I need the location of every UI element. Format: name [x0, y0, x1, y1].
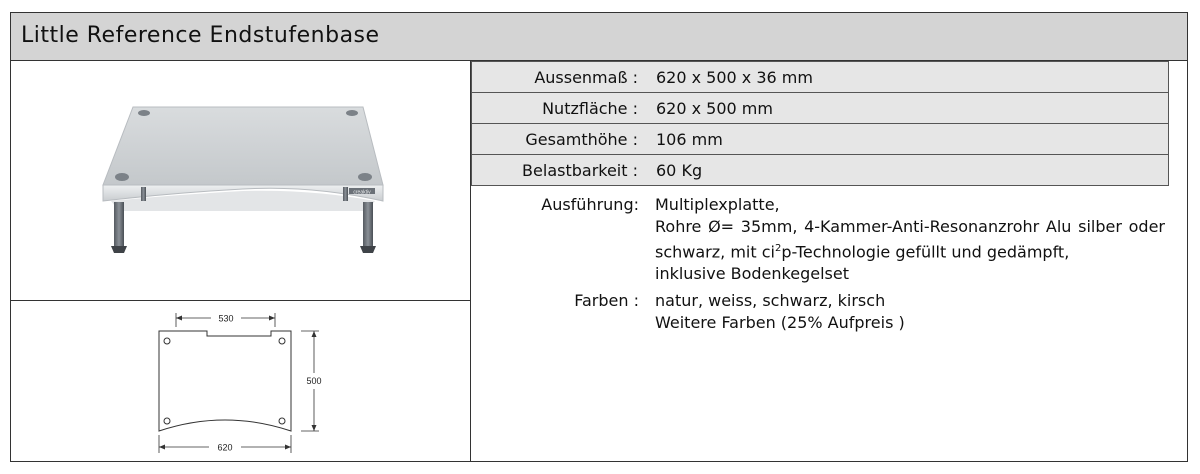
technical-drawing-cell: [11, 301, 471, 461]
spec-row-belastbarkeit: [471, 154, 1169, 186]
shelf-leg: [343, 187, 348, 201]
spec-column: [471, 61, 1187, 461]
dimension-top-label: 530: [218, 313, 234, 324]
ausfuehrung-line-3: schwarz, mit $ci^2p$-Technologie gefüllt und gedämpft,: [655, 242, 1070, 262]
spec-value: 620 x 500 mm: [656, 99, 773, 118]
farben-line-1: natur, weiss, schwarz, kirsch: [655, 291, 886, 310]
corner-puck-icon: [358, 173, 372, 181]
spec-value: 620 x 500 x 36 mm: [656, 68, 813, 87]
technical-drawing: [11, 301, 471, 461]
spec-label: Nutzfläche :: [542, 99, 638, 118]
title-bar: [11, 13, 1187, 61]
ausfuehrung-line-2: Rohre Ø= 35mm, 4-Kammer-Anti-Resonanzrohr Alu silber oder: [655, 217, 1165, 236]
spec-value: [655, 194, 1165, 285]
spec-label: Ausführung:: [541, 195, 639, 214]
product-photo: [11, 61, 471, 301]
spec-label: Aussenmaß :: [534, 68, 638, 87]
shelf-leg: [114, 202, 124, 246]
spec-label: Gesamthöhe :: [525, 130, 638, 149]
product-photo-cell: [11, 61, 471, 301]
product-sheet: [10, 12, 1188, 462]
hole-icon: [164, 338, 170, 344]
shelf-leg: [141, 187, 146, 201]
plate-outline: [159, 331, 291, 431]
shelf-top-surface: [103, 107, 383, 185]
product-title: Little Reference Endstufenbase: [21, 23, 380, 48]
spec-value: 60 Kg: [656, 161, 703, 180]
spec-value: 106 mm: [656, 130, 723, 149]
shelf-leg: [363, 202, 373, 246]
hole-icon: [279, 338, 285, 344]
brand-mark: creaktiv: [353, 189, 371, 196]
corner-puck-icon: [138, 110, 150, 116]
dimension-side-label: 500: [306, 376, 322, 386]
spec-row-aussenmass: [471, 61, 1169, 93]
image-column: [11, 61, 471, 461]
spec-label: Belastbarkeit :: [522, 161, 638, 180]
hole-icon: [164, 418, 170, 424]
corner-puck-icon: [346, 110, 358, 116]
dimension-bottom-label: 620: [217, 442, 233, 453]
ausfuehrung-line-4: inklusive Bodenkegelset: [655, 264, 849, 284]
hole-icon: [279, 418, 285, 424]
spec-row-nutzflaeche: [471, 92, 1169, 124]
spec-label: Farben :: [574, 291, 639, 310]
spec-value: [655, 290, 1165, 334]
spec-row-gesamthoehe: [471, 123, 1169, 155]
farben-line-2: Weitere Farben (25% Aufpreis ): [655, 313, 905, 332]
ausfuehrung-line-1: Multiplexplatte,: [655, 195, 780, 214]
corner-puck-icon: [115, 173, 129, 181]
